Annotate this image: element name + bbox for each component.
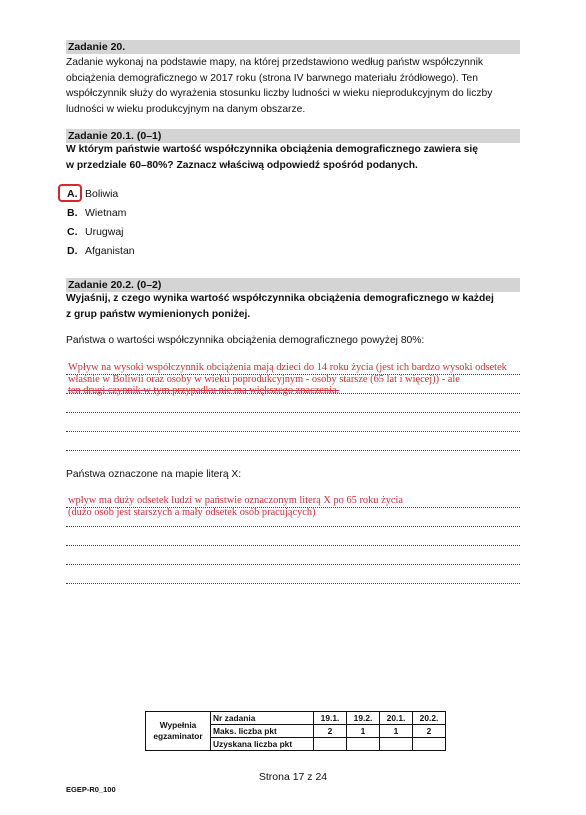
prompt-over-80: Państwa o wartości współczynnika obciążenia demograficznego powyżej 80%:: [66, 335, 425, 346]
handwritten-line: właśnie w Boliwii oraz osoby w wieku poprodukcyjnym - osoby starsze (65 lat i więcej)) - ale: [68, 373, 460, 385]
option-b[interactable]: [67, 206, 126, 220]
task-20-2-header: Zadanie 20.2. (0–2): [66, 278, 520, 292]
task-20-1-question: [66, 142, 520, 173]
earned-points-cell[interactable]: [347, 738, 380, 751]
answer-line: [66, 412, 520, 413]
option-c[interactable]: [67, 225, 124, 239]
task-20-header: Zadanie 20.: [66, 40, 520, 54]
answer-line: [66, 545, 520, 546]
col-header: 19.1.: [314, 712, 347, 725]
option-a[interactable]: [67, 187, 118, 201]
answer-line: [66, 564, 520, 565]
option-letter: A.: [67, 188, 78, 200]
row-label-task-no: Nr zadania: [211, 712, 314, 725]
option-label: Afganistan: [85, 245, 135, 257]
max-points-cell: 2: [413, 725, 446, 738]
handwritten-answer-2[interactable]: [68, 495, 403, 518]
option-label: Urugwaj: [85, 226, 124, 238]
intro-line: Zadanie wykonaj na podstawie mapy, na której przedstawiono według państw współczynnik: [66, 57, 484, 68]
option-label: Boliwia: [85, 188, 119, 200]
col-header: 20.1.: [380, 712, 413, 725]
option-d[interactable]: [67, 244, 135, 258]
page-number: Strona 17 z 24: [258, 771, 328, 783]
row-label-max-points: Maks. liczba pkt: [211, 725, 314, 738]
handwritten-answer-1[interactable]: [68, 362, 507, 397]
examiner-label-line: egzaminator: [153, 731, 203, 741]
prompt-x-countries: Państwa oznaczone na mapie literą X:: [66, 469, 242, 480]
intro-line: obciążenia demograficznego w 2017 roku (strona IV barwnego materiału źródłowego). Ten: [66, 72, 478, 84]
answer-line: [66, 450, 520, 451]
max-points-cell: 1: [347, 725, 380, 738]
col-header: 19.2.: [347, 712, 380, 725]
handwritten-line-struck: ten drugi czynnik w tym przypadku nie ma większego znaczenia.: [68, 385, 340, 396]
question-line: z grup państw wymienionych poniżej.: [66, 308, 251, 320]
option-letter: C.: [67, 226, 78, 238]
handwritten-line: (dużo osób jest starszych a mały odsetek osób pracujących): [68, 506, 316, 518]
max-points-cell: 2: [314, 725, 347, 738]
handwritten-line: wpływ ma duży odsetek ludzi w państwie oznaczonym literą X po 65 roku życia: [68, 495, 404, 506]
task-20-intro: [66, 55, 520, 117]
question-line: W którym państwie wartość współczynnika obciążenia demograficznego zawiera się: [66, 144, 478, 155]
examiner-label: [146, 712, 211, 751]
question-line: Wyjaśnij, z czego wynika wartość współczynnika obciążenia demograficznego w każdej: [66, 293, 494, 304]
answer-line: [66, 526, 520, 527]
examiner-table: [145, 711, 446, 751]
question-line: w przedziale 60–80%? Zaznacz właściwą odpowiedź spośród podanych.: [66, 159, 418, 171]
answer-line: [66, 431, 520, 432]
answer-line: [66, 583, 520, 584]
earned-points-cell[interactable]: [314, 738, 347, 751]
task-20-2-question: [66, 291, 520, 322]
intro-line: współczynnik służy do wyrażenia stosunku liczby ludności w wieku nieprodukcyjnym do liczby: [66, 88, 493, 99]
intro-line: ludności w wieku produkcyjnym na danym obszarze.: [66, 103, 306, 115]
option-letter: B.: [67, 207, 78, 219]
handwritten-line: Wpływ na wysoki współczynnik obciążenia mają dzieci do 14 roku życia (jest ich bardzo wysoki odsetek: [68, 362, 507, 373]
option-letter: D.: [67, 245, 78, 257]
examiner-label-line: Wypełnia: [159, 720, 197, 730]
max-points-cell: 1: [380, 725, 413, 738]
col-header: 20.2.: [413, 712, 446, 725]
task-20-1-header: Zadanie 20.1. (0–1): [66, 129, 520, 143]
exam-code: EGEP-R0_100: [66, 785, 116, 794]
earned-points-cell[interactable]: [413, 738, 446, 751]
earned-points-cell[interactable]: [380, 738, 413, 751]
option-label: Wietnam: [85, 207, 127, 219]
row-label-earned-points: Uzyskana liczba pkt: [211, 738, 314, 751]
